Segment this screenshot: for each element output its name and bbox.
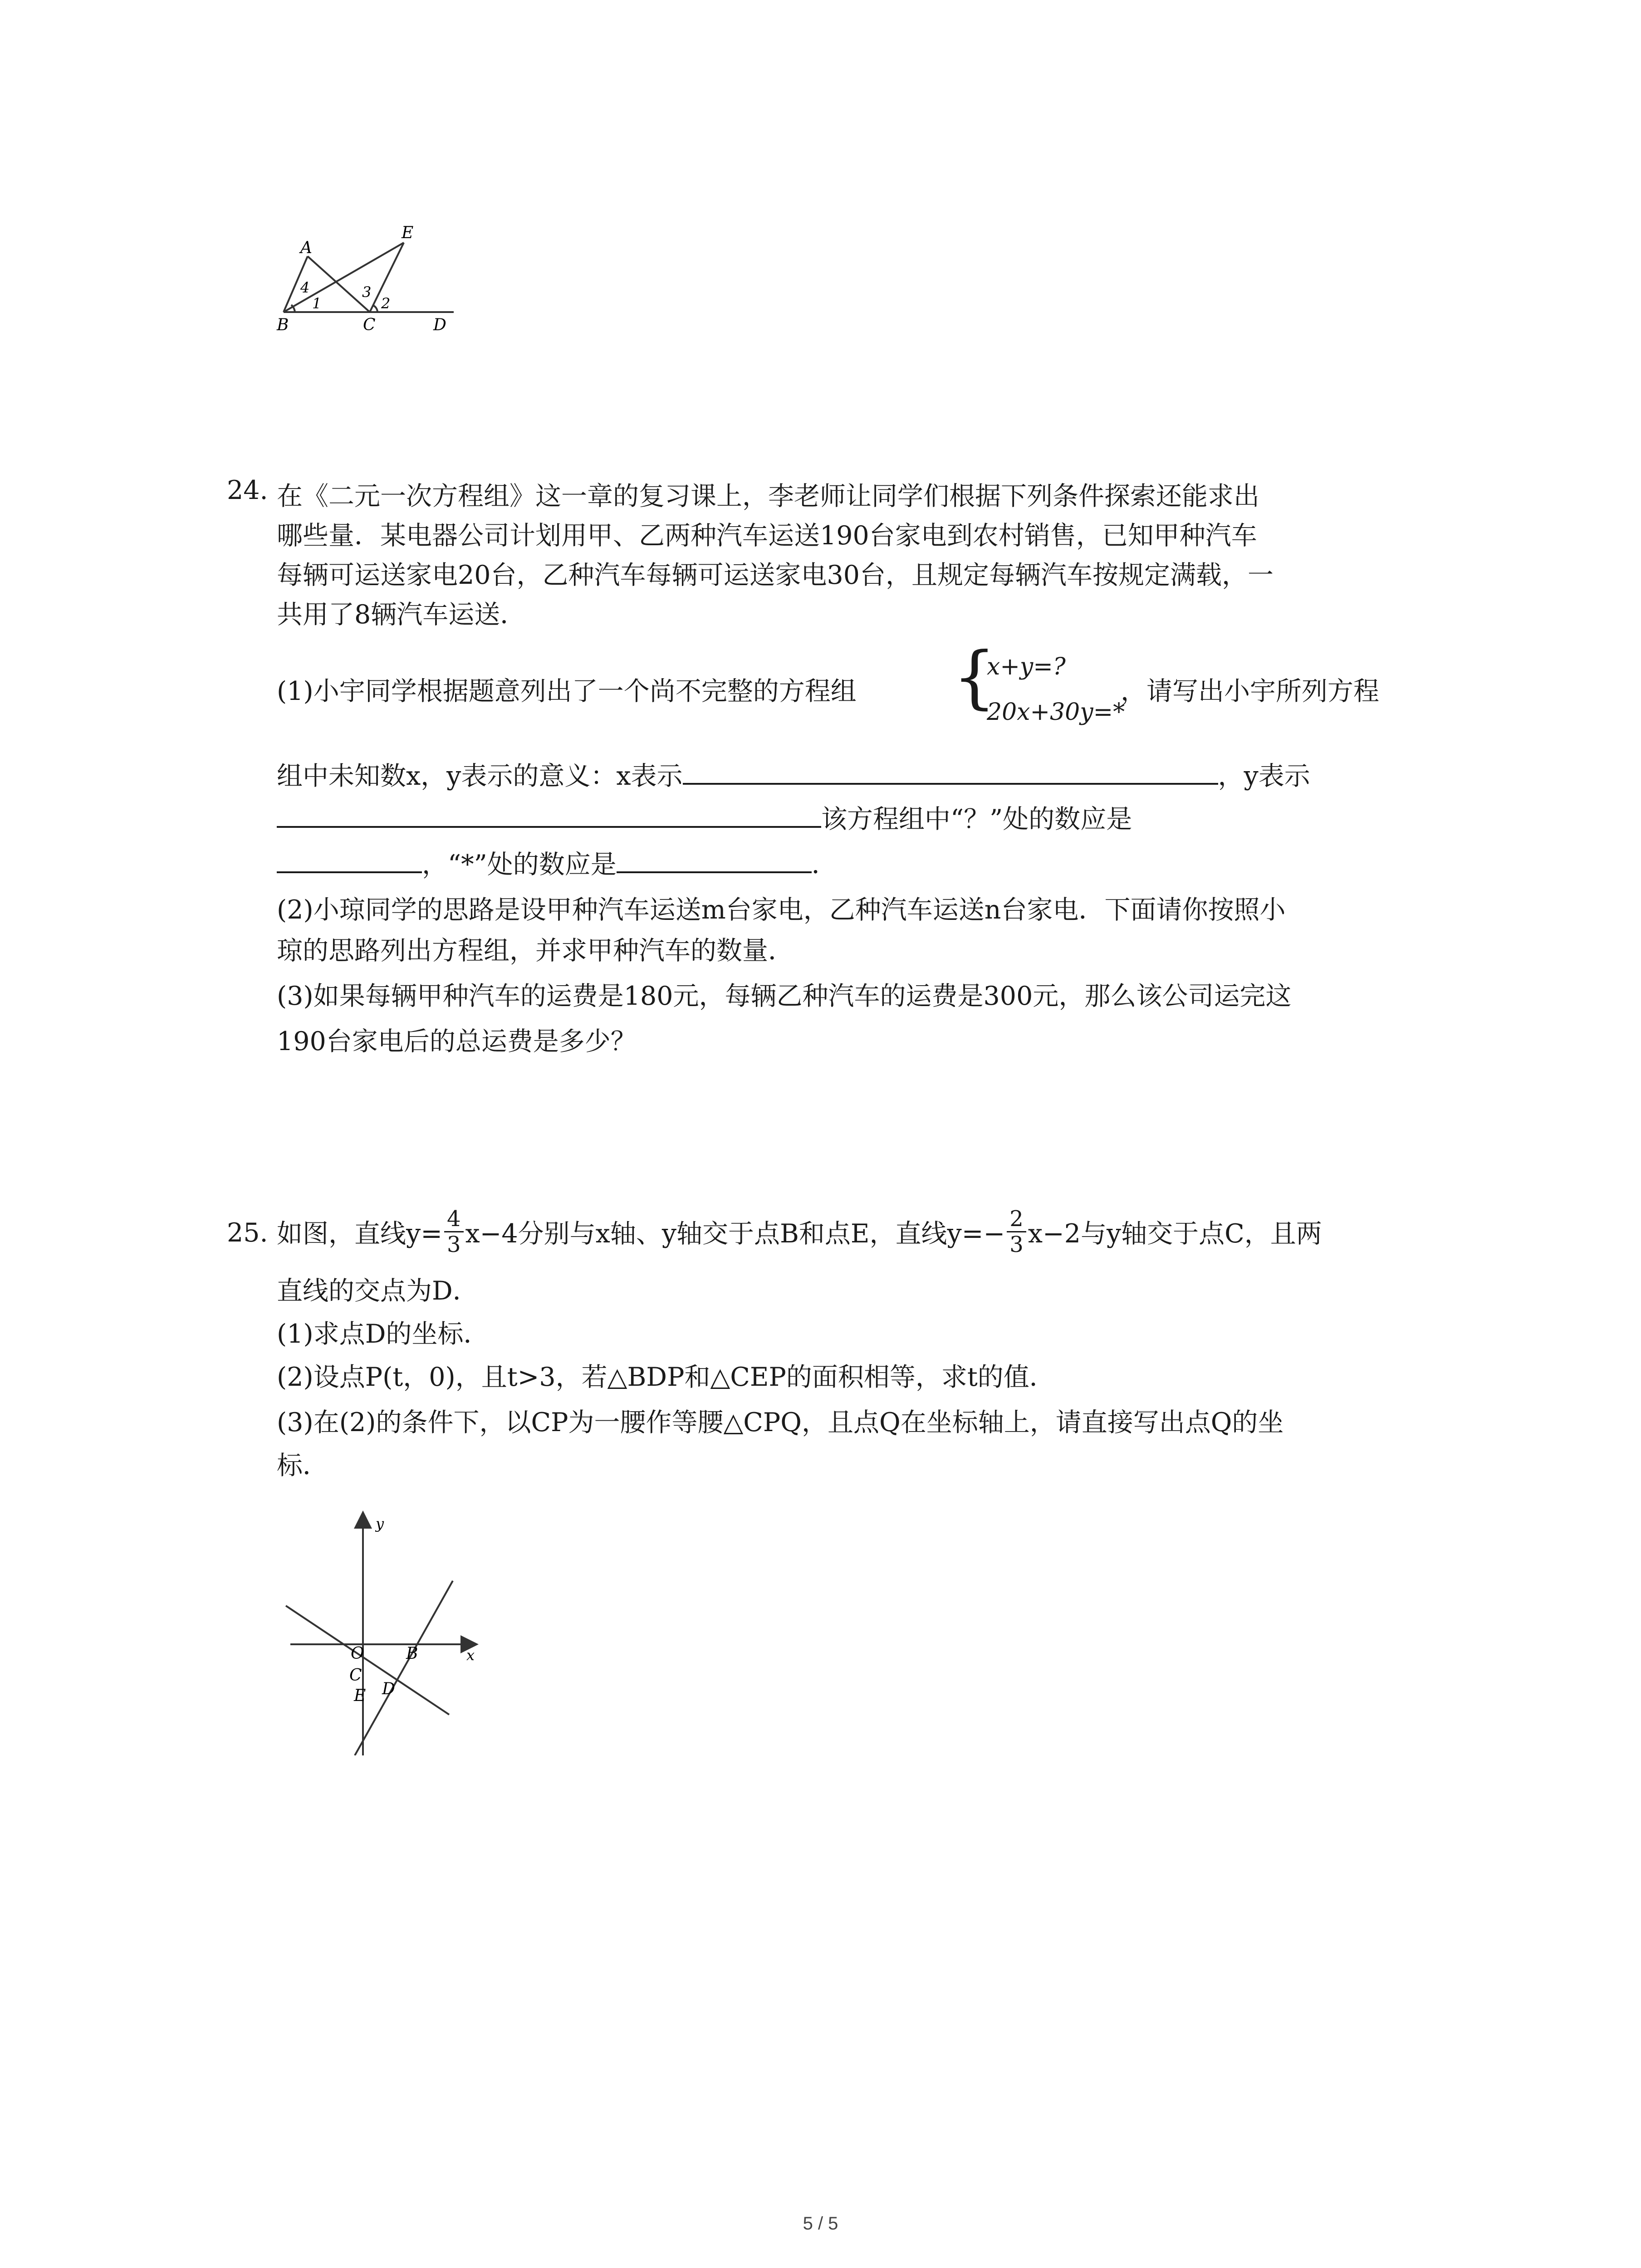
label-b: B [277, 316, 289, 334]
equation-1: x+y=? [987, 653, 1066, 680]
q24-part1-text-a: 组中未知数x，y表示的意义：x表示 [277, 761, 683, 791]
fraction-denominator: 3 [1009, 1232, 1024, 1257]
equation-system-brace: { [953, 638, 996, 717]
answer-blank-star[interactable] [617, 845, 812, 873]
q24-part1-tail: ，请写出小宇所列方程 [1121, 676, 1379, 706]
q24-part1-text-c: 该方程组中“？”处的数应是 [821, 804, 1132, 834]
q24-intro-line-3: 每辆可运送家电20台，乙种汽车每辆可运送家电30台，且规定每辆汽车按规定满载，一 [277, 560, 1274, 590]
q24-part1-line2 [277, 755, 1310, 792]
q24-part1-text-b: ，y表示 [1218, 761, 1310, 791]
label-c: C [363, 316, 376, 334]
label-angle-4: 4 [300, 279, 310, 296]
label-a: A [300, 239, 312, 257]
triangle-figure [272, 213, 463, 340]
q25-line-2: 直线的交点为D． [277, 1276, 479, 1306]
label-angle-2: 2 [381, 295, 391, 312]
label-e: E [354, 1686, 366, 1705]
answer-blank-x[interactable] [683, 757, 1218, 785]
line-cd [286, 1606, 449, 1715]
label-y: y [376, 1515, 384, 1532]
label-d: D [433, 316, 446, 334]
q25-part2: (2)设点P(t，0)，且t>3，若△BDP和△CEP的面积相等，求t的值． [277, 1362, 1055, 1392]
q25-line-1 [277, 1202, 1322, 1261]
label-o: O [351, 1644, 364, 1663]
label-angle-1: 1 [312, 295, 322, 312]
label-b: B [406, 1644, 418, 1663]
q25-line1-c: x−2与y轴交于点C，且两 [1028, 1219, 1322, 1249]
fraction-4-3 [444, 1207, 464, 1257]
q24-part3-line-1: (3)如果每辆甲种汽车的运费是180元，每辆乙种汽车的运费是300元，那么该公司运完这 [277, 981, 1292, 1011]
q24-intro-line-4: 共用了8辆汽车运送． [277, 600, 526, 630]
page-number: 5 / 5 [803, 2214, 838, 2234]
fraction-2-3 [1007, 1207, 1026, 1257]
label-angle-3: 3 [362, 284, 372, 301]
q25-line1-b: x−4分别与x轴、y轴交于点B和点E，直线y=− [465, 1219, 1005, 1249]
fraction-denominator: 3 [446, 1232, 461, 1257]
label-x: x [466, 1647, 475, 1664]
q24-part1-line3 [277, 798, 1132, 836]
q25-part3-line-2: 标． [277, 1451, 328, 1481]
q24-part2-line-1: (2)小琼同学的思路是设甲种汽车运送m台家电，乙种汽车运送n台家电．下面请你按照小 [277, 895, 1286, 925]
fraction-numerator: 2 [1007, 1207, 1026, 1232]
q24-part3-line-2: 190台家电后的总运费是多少？ [277, 1026, 637, 1056]
q24-part1-line4 [277, 844, 838, 881]
line-be [355, 1581, 453, 1755]
angle-arc-c [373, 305, 377, 312]
q25-line1-a: 如图，直线y= [277, 1219, 442, 1249]
q24-part2-line-2: 琼的思路列出方程组，并求甲种汽车的数量． [277, 936, 794, 966]
label-e: E [402, 224, 414, 242]
q24-part1-text-e: ． [811, 850, 838, 880]
fraction-numerator: 4 [444, 1207, 464, 1232]
q25-part1: (1)求点D的坐标． [277, 1319, 490, 1349]
q24-intro-line-2: 哪些量．某电器公司计划用甲、乙两种汽车运送190台家电到农村销售，已知甲种汽车 [277, 521, 1257, 551]
label-d: D [382, 1680, 395, 1698]
q24-part1-text-d: ，“*”处的数应是 [422, 850, 617, 880]
coordinate-figure [277, 1510, 504, 1755]
answer-blank-question-mark[interactable] [277, 845, 422, 873]
answer-blank-y[interactable] [277, 800, 821, 828]
label-c: C [349, 1666, 362, 1685]
q25-part3-line-1: (3)在(2)的条件下，以CP为一腰作等腰△CPQ，且点Q在坐标轴上，请直接写出点Q的坐 [277, 1408, 1284, 1437]
equation-2: 20x+30y=* [987, 699, 1125, 726]
q24-part1-lead: (1)小宇同学根据题意列出了一个尚不完整的方程组 [277, 676, 857, 706]
question-number: 24. [227, 475, 268, 505]
question-number: 25. [227, 1218, 268, 1248]
q24-intro-line-1: 在《二元一次方程组》这一章的复习课上，李老师让同学们根据下列条件探索还能求出 [277, 481, 1259, 511]
